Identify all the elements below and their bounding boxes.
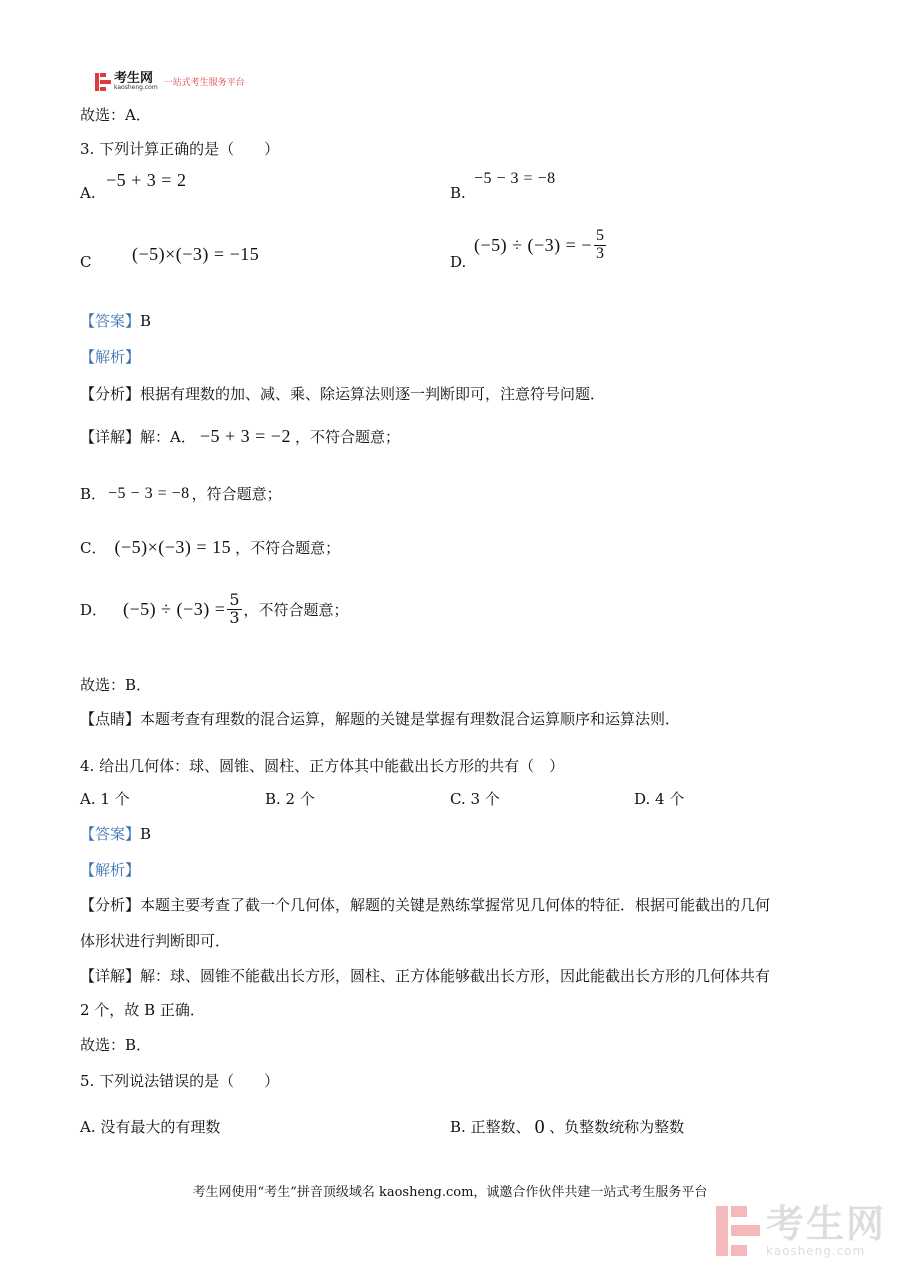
q3-fenxi: 【分析】根据有理数的加、减、乘、除运算法则逐一判断即可，注意符号问题． xyxy=(80,385,606,403)
q3-option-a-label: A. xyxy=(80,184,96,202)
header-logo xyxy=(95,72,245,91)
q5-option-b-suffix: 、负整数统称为整数 xyxy=(549,1118,685,1136)
q4-option-c: C. 3 个 xyxy=(450,790,500,808)
watermark xyxy=(716,1202,887,1258)
fraction-denominator: 3 xyxy=(229,607,240,627)
q3-xiangjie-b xyxy=(80,483,282,504)
q5-option-b-zero: 0 xyxy=(534,1115,546,1138)
q4-option-d: D. 4 个 xyxy=(634,790,685,808)
page-footer: 考生网使用“考生”拼音顶级域名 kaosheng.com，诚邀合作伙伴共建一站式考生服务平台 xyxy=(192,1185,708,1200)
xiangjie-b-label: B． xyxy=(80,485,107,503)
xiangjie-c-label: C． xyxy=(80,539,107,557)
q4-xiangjie-line2: 2 个，故 B 正确． xyxy=(80,1001,205,1019)
q4-answer xyxy=(80,823,151,844)
answer-value: B xyxy=(140,825,152,843)
xiangjie-d-suffix: ，不符合题意； xyxy=(243,600,349,619)
q3-option-c-label: C xyxy=(80,253,92,271)
xiangjie-c-math: (−5)×(−3) = 15 xyxy=(114,537,232,557)
xiangjie-math: −5 + 3 = −2 xyxy=(199,426,291,446)
xiangjie-d-math-left: (−5) ÷ (−3) = xyxy=(123,598,226,619)
q3-option-d-label: D. xyxy=(450,253,467,271)
q3-option-a-math: −5 + 3 = 2 xyxy=(106,170,187,190)
answer-tag: 【答案】 xyxy=(80,312,141,330)
fraction-numerator: 5 xyxy=(229,590,240,609)
prev-choice: 故选：A． xyxy=(80,106,151,124)
q3-option-c-math: (−5)×(−3) = −15 xyxy=(132,244,260,264)
xiangjie-prefix: 【详解】解：A． xyxy=(80,428,196,446)
q5-title: 5. 下列说法错误的是（ ） xyxy=(80,1072,280,1090)
q3-option-d-math-left: (−5) ÷ (−3) = − xyxy=(474,234,592,255)
xiangjie-suffix: ，不符合题意； xyxy=(294,428,400,446)
answer-value: B xyxy=(140,312,152,330)
logo-slogan: 一站式考生服务平台 xyxy=(163,78,245,88)
xiangjie-d-label: D． xyxy=(80,600,108,619)
logo-name: 考生网 xyxy=(114,71,154,86)
q5-option-a: A. 没有最大的有理数 xyxy=(80,1118,221,1136)
q3-option-b-label: B. xyxy=(450,184,466,202)
q4-title: 4. 给出几何体：球、圆锥、圆柱、正方体其中能截出长方形的共有（ ） xyxy=(80,757,565,775)
q3-title: 3. 下列计算正确的是（ ） xyxy=(80,140,280,158)
xiangjie-d-fraction xyxy=(227,592,241,627)
q4-analysis-tag: 【解析】 xyxy=(80,861,141,879)
watermark-domain: kaosheng.com xyxy=(766,1244,866,1258)
q3-option-d-math xyxy=(474,228,608,263)
q3-xiangjie-d xyxy=(80,592,349,627)
q3-xiangjie-a xyxy=(80,426,400,447)
q4-xiangjie-line1: 【详解】解：球、圆锥不能截出长方形，圆柱、正方体能够截出长方形，因此能截出长方形的几何体共有 xyxy=(80,967,771,985)
q3-dianjing: 【点睛】本题考查有理数的混合运算，解题的关键是掌握有理数混合运算顺序和运算法则． xyxy=(80,710,681,728)
q4-fenxi-line1: 【分析】本题主要考查了截一个几何体，解题的关键是熟练掌握常见几何体的特征．根据可能截出的几何 xyxy=(80,896,771,914)
watermark-name: 考生网 xyxy=(766,1202,887,1246)
fraction-denominator: 3 xyxy=(595,244,605,262)
kaosheng-logo-icon xyxy=(95,73,111,91)
q4-choice: 故选：B． xyxy=(80,1036,152,1054)
q4-option-b: B. 2 个 xyxy=(265,790,315,808)
q3-analysis-tag: 【解析】 xyxy=(80,348,141,366)
xiangjie-b-suffix: ，符合题意； xyxy=(191,485,282,503)
fraction-numerator: 5 xyxy=(595,227,605,244)
xiangjie-c-suffix: ，不符合题意； xyxy=(235,539,341,557)
xiangjie-b-math: −5 − 3 = −8 xyxy=(108,484,190,502)
q3-option-b-math: −5 − 3 = −8 xyxy=(474,170,556,187)
kaosheng-watermark-icon xyxy=(716,1206,760,1256)
q4-fenxi-line2: 体形状进行判断即可． xyxy=(80,932,231,950)
q3-answer xyxy=(80,310,151,331)
q4-option-a: A. 1 个 xyxy=(80,790,130,808)
q3-choice: 故选：B． xyxy=(80,676,152,694)
q5-option-b-prefix: B. 正整数、 xyxy=(450,1118,531,1136)
q3-xiangjie-c xyxy=(80,537,340,558)
q5-option-b xyxy=(450,1116,684,1137)
answer-tag: 【答案】 xyxy=(80,825,141,843)
logo-domain: kaosheng.com xyxy=(114,84,158,91)
q3-option-d-fraction xyxy=(594,228,607,263)
